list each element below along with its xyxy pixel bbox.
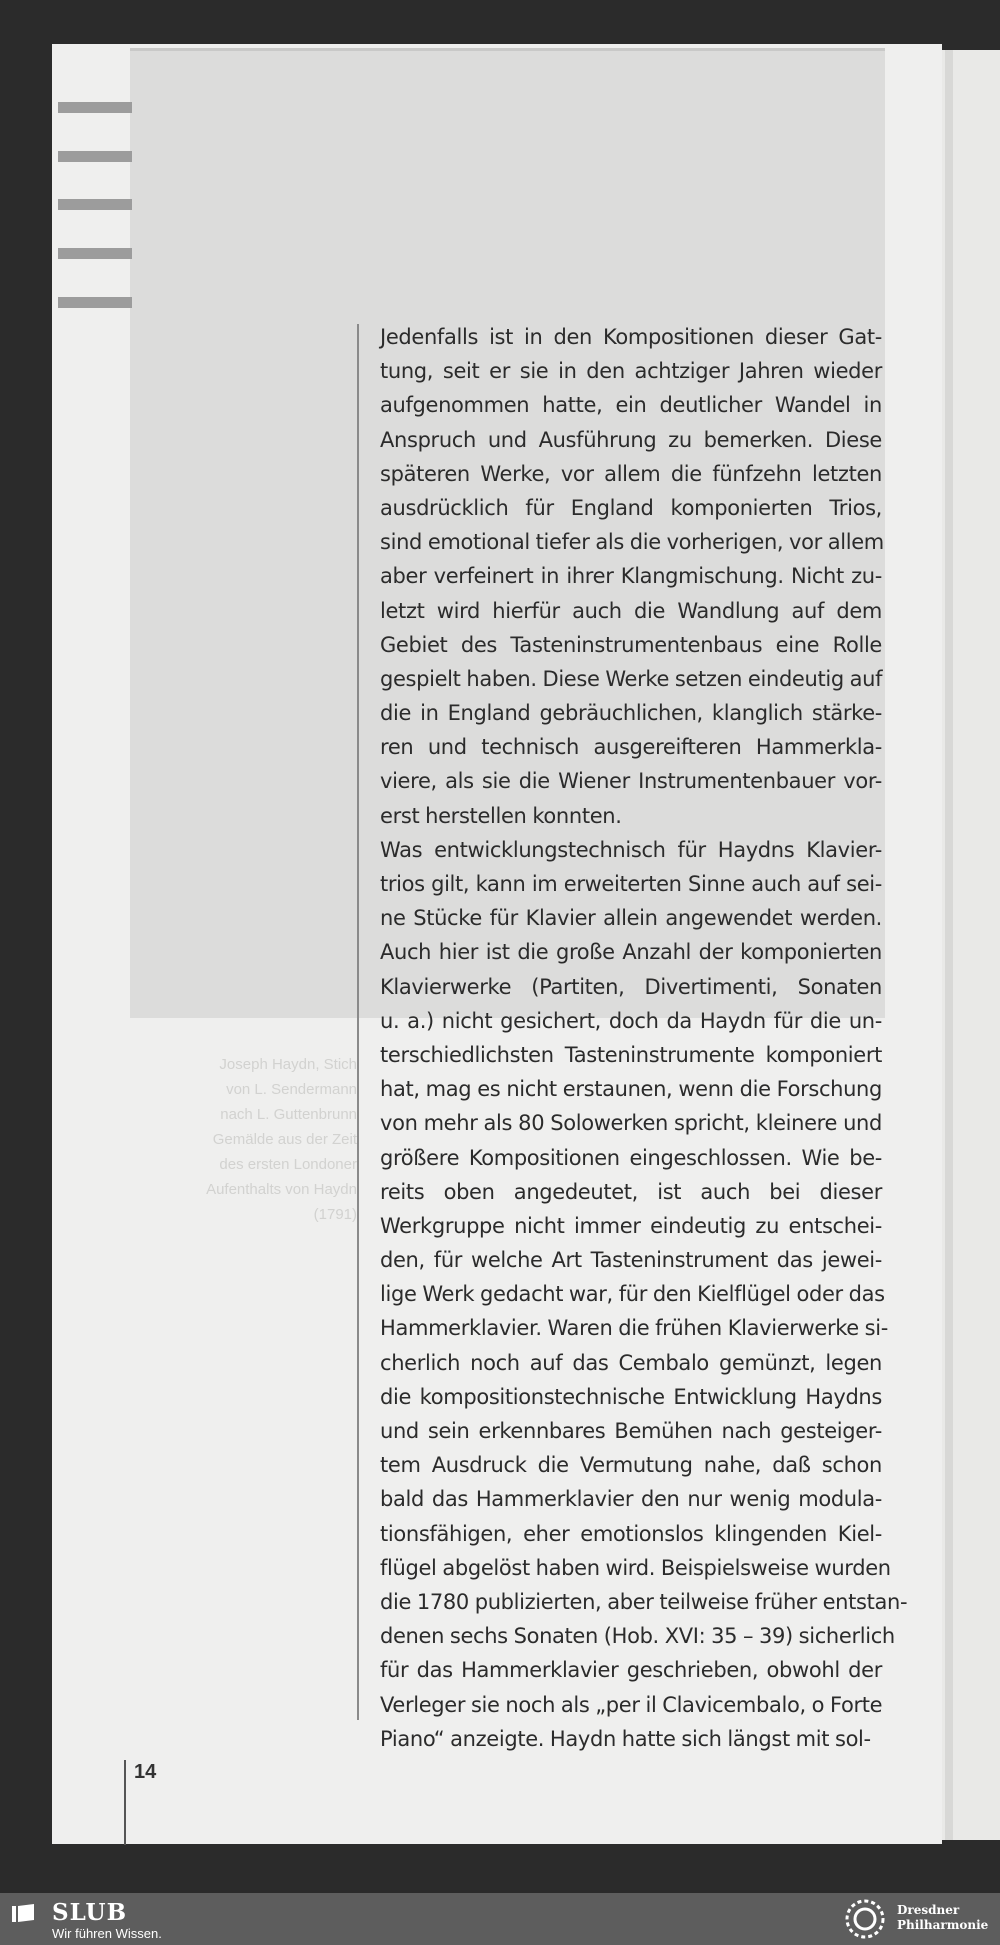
decorative-stripe [58,102,132,113]
text-line: viere, als sie die Wiener Instrumentenbauer vor- [380,769,882,794]
caption-line: (1791) [313,1206,357,1223]
text-line: ren und technisch ausgereifteren Hammerkla- [380,735,882,760]
text-line: tung, seit er sie in den achtziger Jahren wieder [380,359,882,384]
text-line: Gebiet des Tasteninstrumentenbaus eine Rolle [380,632,882,657]
page-number: 14 [134,1761,157,1783]
column-rule [357,324,359,1720]
text-line: größere Kompositionen eingeschlossen. Wie be- [380,1145,882,1170]
text-line: gespielt haben. Diese Werke setzen eindeutig auf [380,666,883,691]
text-line: hat, mag es nicht erstaunen, wenn die Forschung [380,1077,882,1102]
text-line: tionsfähigen, eher emotionslos klingenden Kiel- [380,1521,882,1546]
decorative-stripe [58,151,132,162]
text-line: terschiedlichsten Tasteninstrumente komponiert [380,1042,882,1067]
text-line: Piano“ anzeigte. Haydn hatte sich längst mit sol- [380,1726,871,1751]
book-icon [12,1904,36,1924]
text-line: cherlich noch auf das Cembalo gemünzt, legen [380,1350,882,1375]
text-line: die kompositionstechnische Entwicklung Haydns [380,1384,882,1409]
text-line: und sein erkennbares Bemühen nach gesteiger- [380,1419,882,1443]
text-line: von mehr als 80 Solowerken spricht, kleinere und [380,1111,882,1136]
text-line: Werkgruppe nicht immer eindeutig zu entschei- [380,1213,882,1238]
text-line: erst herstellen konnten. [380,803,622,828]
text-line: Auch hier ist die große Anzahl der komponierten [380,940,882,965]
text-line: tem Ausdruck die Vermutung nahe, daß schon [380,1453,882,1478]
decorative-stripe [58,297,132,308]
text-line: Klavierwerke (Partiten, Divertimenti, Sonaten [380,974,882,999]
text-line: denen sechs Sonaten (Hob. XVI: 35 – 39) sicherlich [380,1624,895,1649]
text-line: Verleger sie noch als „per il Clavicembalo, o Forte [380,1692,883,1717]
text-line: reits oben angedeutet, ist auch bei dieser [380,1179,882,1204]
text-line: Anspruch und Ausführung zu bemerken. Diese [380,427,882,452]
decorative-stripe [58,248,132,259]
text-line: trios gilt, kann im erweiterten Sinne auch auf sei- [380,872,882,896]
text-line: die 1780 publizierten, aber teilweise früher entstan- [380,1589,908,1614]
text-line: ausdrücklich für England komponierten Trios, [380,495,882,520]
text-line: flügel abgelöst haben wird. Beispielsweise wurden [380,1555,891,1580]
show-through-caption [132,1052,357,1227]
text-line: späteren Werke, vor allem die fünfzehn letzten [380,461,882,486]
caption-line: Aufenthalts von Haydn [206,1181,357,1198]
text-line: Jedenfalls ist in den Kompositionen dieser Gat- [380,325,882,349]
panel-top-edge [130,48,885,51]
philharmonie-logo-icon[interactable] [838,1897,892,1941]
viewer-footer [0,1893,1000,1945]
caption-line: von L. Sendermann [226,1081,357,1098]
text-line: den, für welche Art Tasteninstrument das jewei- [380,1248,882,1273]
body-text-column [380,320,908,1756]
caption-line: Gemälde aus der Zeit [212,1131,357,1148]
slub-logo-text[interactable]: SLUB [52,1899,128,1926]
philharmonie-name: Dresdner Philharmonie [897,1903,989,1932]
page-fold [945,50,953,1840]
text-line: ne Stücke für Klavier allein angewendet werden. [380,906,882,931]
text-line: für das Hammerklavier geschrieben, obwohl der [380,1658,882,1683]
text-line: sind emotional tiefer als die vorherigen, vor allem [380,530,884,555]
caption-line: des ersten Londoner [219,1156,357,1173]
text-line: Hammerklavier. Waren die frühen Klavierwerke si- [380,1316,888,1341]
caption-line: nach L. Guttenbrunn [220,1106,357,1123]
text-line: die in England gebräuchlichen, klanglich stärke- [380,701,882,726]
text-line: aber verfeinert in ihrer Klangmischung. Nicht zu- [380,564,882,589]
text-line: bald das Hammerklavier den nur wenig modula- [380,1487,882,1512]
text-line: lige Werk gedacht war, für den Kielflügel oder das [380,1282,885,1307]
decorative-stripe [58,199,132,210]
caption-line: Joseph Haydn, Stich [219,1056,357,1073]
text-line: letzt wird hierfür auch die Wandlung auf dem [380,598,882,623]
text-line: Was entwicklungstechnisch für Haydns Klavier- [380,837,882,862]
text-line: u. a.) nicht gesichert, doch da Haydn für die un- [380,1008,882,1033]
slub-tagline: Wir führen Wissen. [52,1926,162,1941]
text-line: aufgenommen hatte, ein deutlicher Wandel in [380,393,882,418]
page-number-rule [124,1760,126,1845]
